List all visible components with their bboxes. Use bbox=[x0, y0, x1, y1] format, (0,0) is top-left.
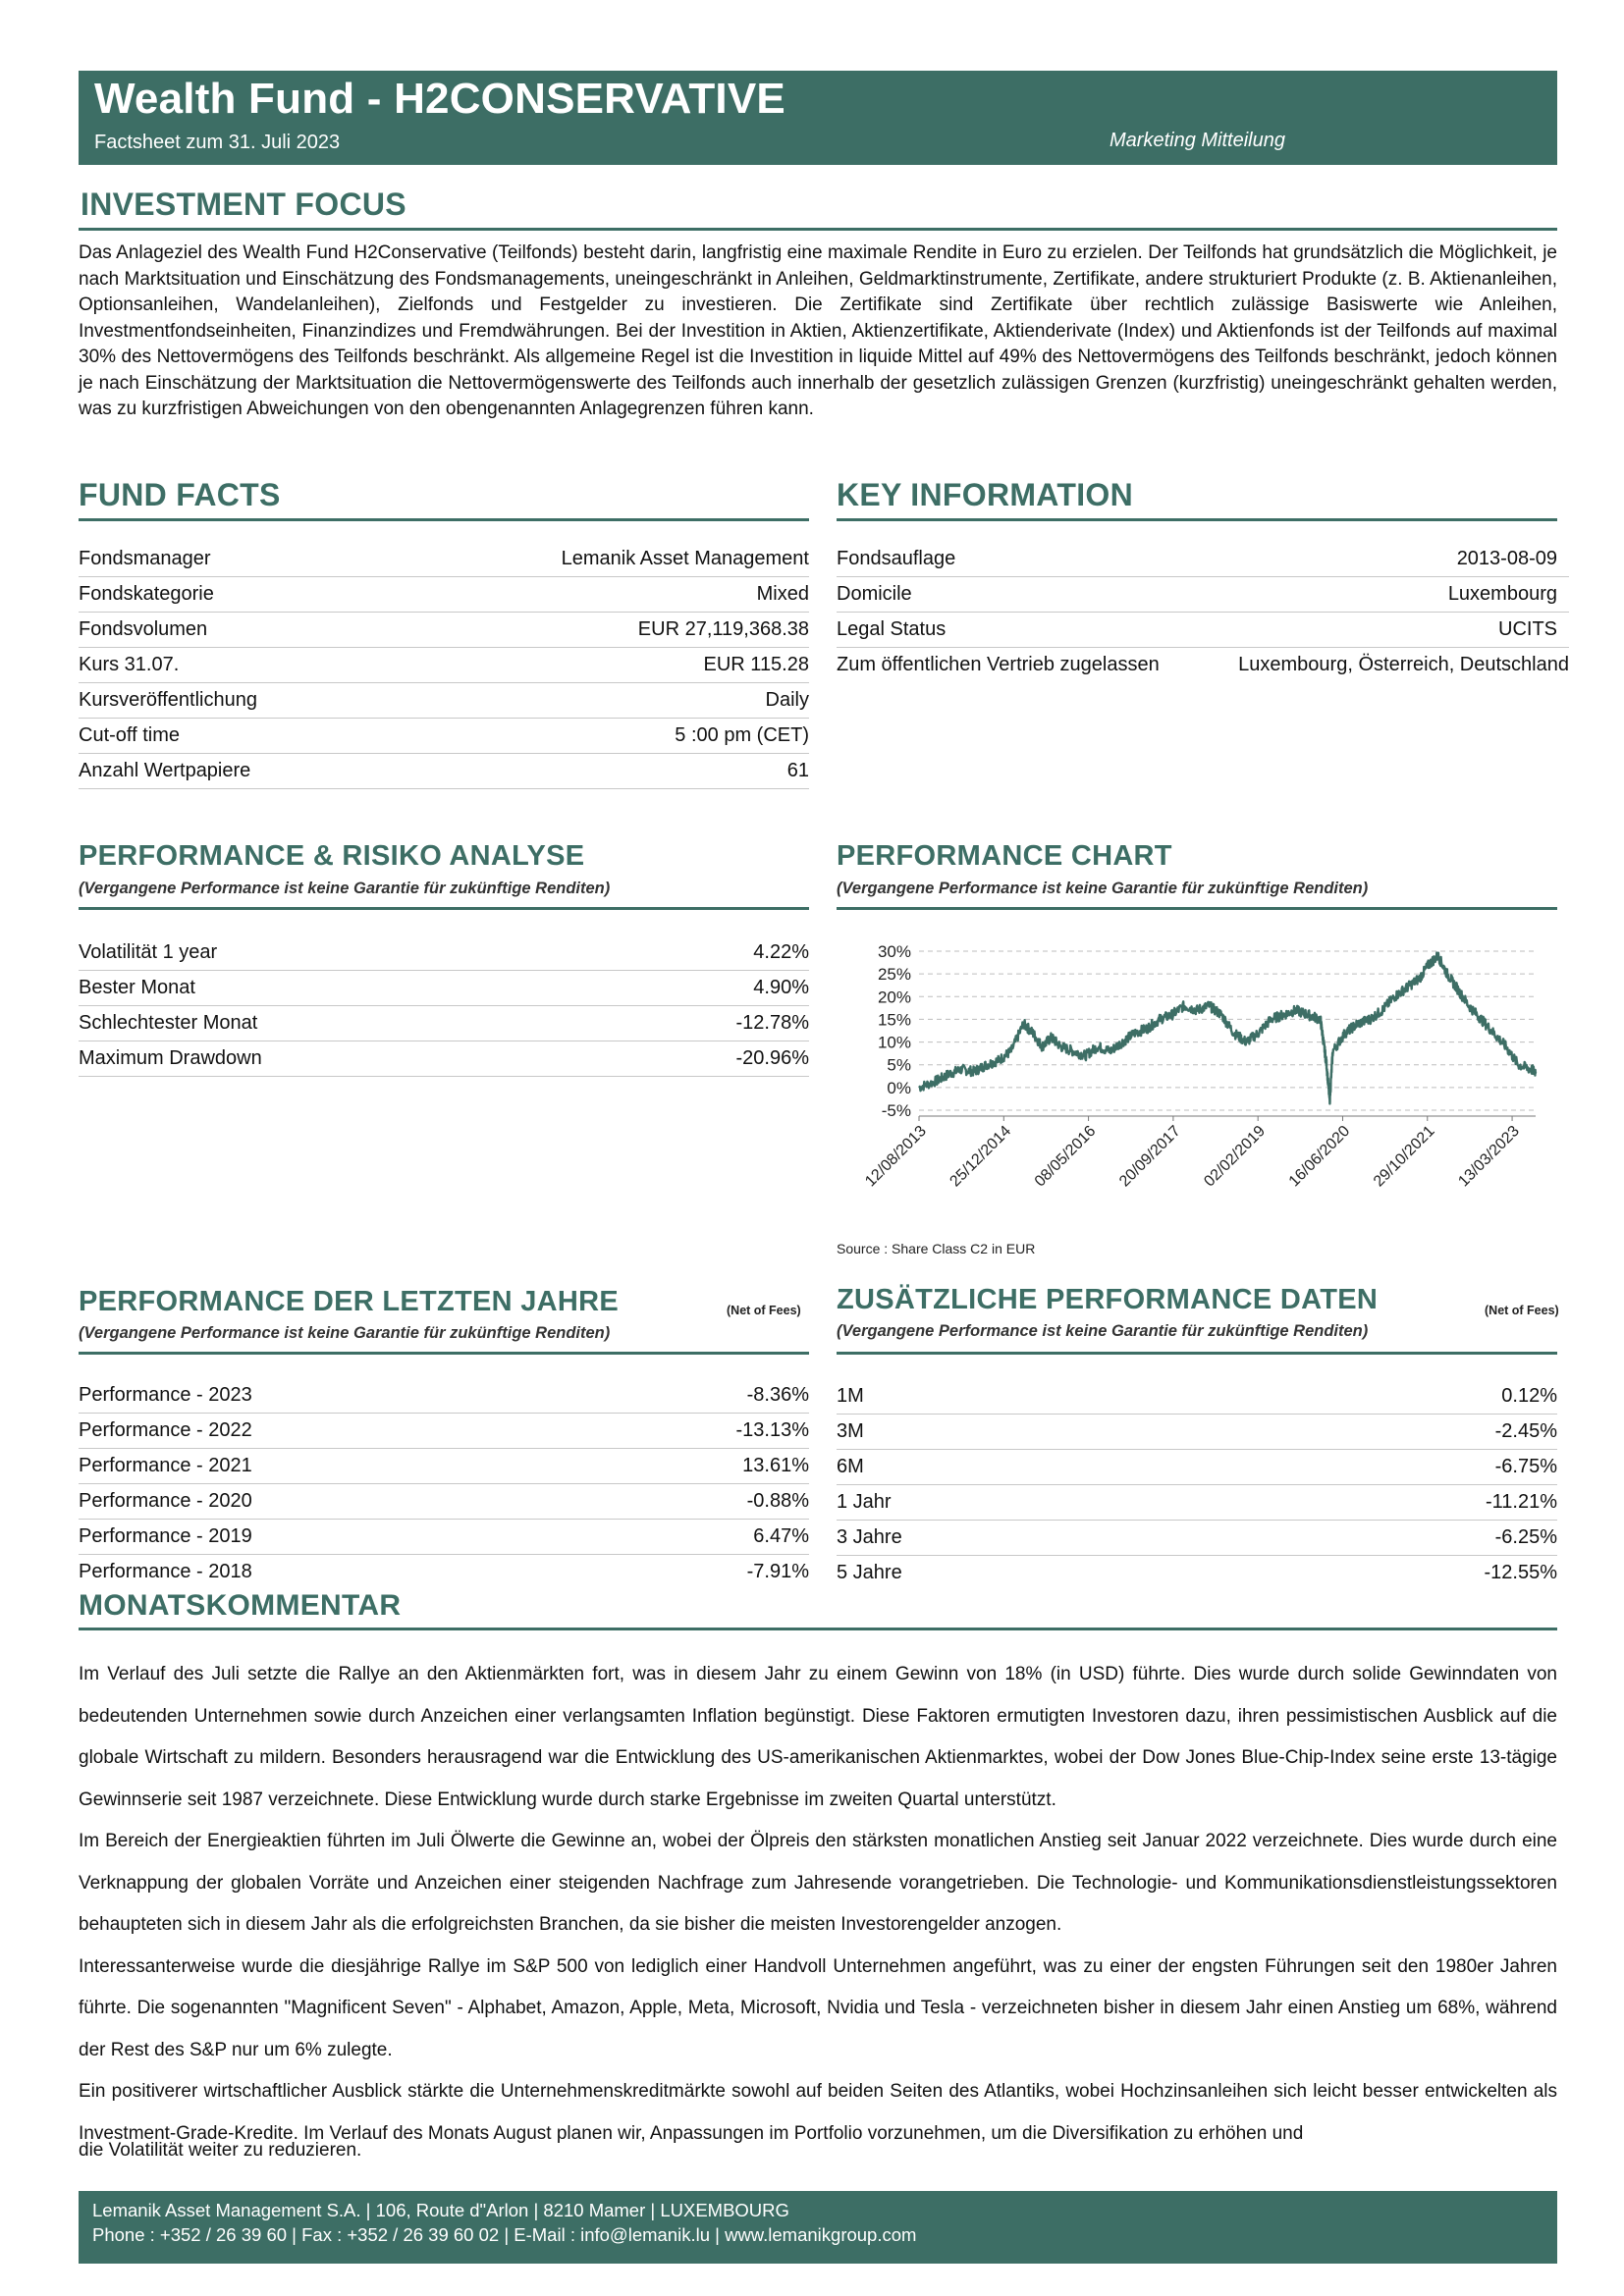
footer-address: Lemanik Asset Management S.A. | 106, Route d"Arlon | 8210 Mamer | LUXEMBOURG bbox=[92, 2200, 789, 2220]
x-tick-label: 02/02/2019 bbox=[1201, 1122, 1270, 1191]
table-row bbox=[79, 754, 809, 789]
key-information-table bbox=[837, 542, 1569, 682]
row-label: Fondsmanager bbox=[79, 548, 211, 569]
x-tick-label: 29/10/2021 bbox=[1370, 1122, 1438, 1191]
investment-focus-heading: INVESTMENT FOCUS bbox=[81, 187, 406, 222]
x-tick-label: 08/05/2016 bbox=[1031, 1122, 1100, 1191]
section-divider bbox=[79, 1628, 1557, 1630]
commentary-paragraph: Im Verlauf des Juli setzte die Rallye an den Aktienmärkten fort, was in diesem Jahr zu einem Gewinn von 18% (in USD) führte. Dies wurde durch solide Gewinndaten von bedeutenden Unternehmen sowie durch Anzeichen einer verlangsamten Inflation begünstigt. Diese Faktoren ermutigten Investoren dazu, ihren pessimistischen Ausblick auf die globale Wirtschaft zu mildern. Besonders herausragend war die Entwicklung des US-amerikanischen Aktienmarktes, wobei der Dow Jones Blue-Chip-Index seine erste 13-tägige Gewinnserie seit 1987 verzeichnete. Diese Entwicklung wurde durch starke Ergebnisse im zweiten Quartal unterstützt. bbox=[79, 1664, 1557, 1810]
section-divider bbox=[837, 907, 1557, 910]
y-tick-label: 15% bbox=[877, 1010, 911, 1030]
row-label: Fondsvolumen bbox=[79, 618, 208, 640]
table-row bbox=[79, 1449, 809, 1484]
row-value: EUR 27,119,368.38 bbox=[637, 618, 809, 640]
commentary-heading: MONATSKOMMENTAR bbox=[79, 1589, 402, 1622]
disclaimer-note: (Vergangene Performance ist keine Garantie für zukünftige Renditen) bbox=[837, 880, 1369, 897]
net-of-fees-note: (Net of Fees) bbox=[1485, 1304, 1559, 1317]
table-row bbox=[79, 971, 809, 1006]
row-label: Performance - 2022 bbox=[79, 1419, 252, 1441]
perf-years-table bbox=[79, 1378, 809, 1589]
row-value: Mixed bbox=[756, 583, 809, 605]
row-value: 5 :00 pm (CET) bbox=[675, 724, 809, 746]
table-row bbox=[79, 1041, 809, 1077]
row-label: 3 Jahre bbox=[837, 1526, 902, 1548]
section-divider bbox=[79, 1352, 809, 1355]
row-value: Daily bbox=[765, 689, 809, 711]
section-divider bbox=[837, 518, 1557, 521]
table-row bbox=[79, 719, 809, 754]
series-line bbox=[919, 953, 1536, 1104]
row-value: -11.21% bbox=[1485, 1491, 1557, 1513]
perf-years-heading: PERFORMANCE DER LETZTEN JAHRE bbox=[79, 1286, 620, 1317]
y-tick-label: 0% bbox=[887, 1078, 911, 1097]
y-tick-label: 20% bbox=[877, 988, 911, 1007]
table-row bbox=[837, 1450, 1557, 1485]
y-tick-label: 10% bbox=[877, 1033, 911, 1052]
x-tick-label: 13/03/2023 bbox=[1455, 1122, 1523, 1191]
row-label: Zum öffentlichen Vertrieb zugelassen bbox=[837, 654, 1160, 675]
row-value: 61 bbox=[786, 760, 809, 781]
x-tick-label: 16/06/2020 bbox=[1285, 1122, 1354, 1191]
header-banner bbox=[79, 71, 1557, 165]
performance-line-chart bbox=[837, 928, 1557, 1242]
table-row bbox=[79, 1555, 809, 1589]
row-value: 13.61% bbox=[742, 1455, 809, 1476]
risk-analysis-table bbox=[79, 935, 809, 1077]
row-label: Cut-off time bbox=[79, 724, 180, 746]
row-value: 2013-08-09 bbox=[1456, 548, 1557, 569]
table-row bbox=[79, 577, 809, 613]
table-row bbox=[837, 1379, 1557, 1415]
fund-title: Wealth Fund - H2CONSERVATIVE bbox=[94, 75, 785, 123]
row-label: Schlechtester Monat bbox=[79, 1012, 258, 1034]
row-label: Performance - 2018 bbox=[79, 1561, 252, 1582]
section-divider bbox=[837, 1352, 1557, 1355]
y-tick-label: 30% bbox=[877, 942, 911, 961]
disclaimer-note: (Vergangene Performance ist keine Garantie für zukünftige Renditen) bbox=[837, 1322, 1369, 1340]
commentary-body bbox=[79, 1654, 1557, 2155]
investment-focus-text: Das Anlageziel des Wealth Fund H2Conservative (Teilfonds) besteht darin, langfristig eine maximale Rendite in Euro zu erzielen. Der Teilfonds hat grundsätzlich die Möglichkeit, je nach Marktsituation und Einschätzung des Fondsmanagements, uneingeschränkt in Anleihen, Geldmarktinstrumente, Zertifikate, andere strukturiert Produkte (z. B. Aktienanleihen, Optionsanleihen, Wandelanleihen), Zielfonds und Festgelder zu investieren. Die Zertifikate sind Zertifikate über rechtlich zulässige Basiswerte wie Anleihen, Investmentfondseinheiten, Finanzindizes und Fremdwährungen. Bei der Investition in Aktien, Aktienzertifikate, Aktienderivate (Index) und Aktienfonds ist der Teilfonds auf maximal 30% des Nettovermögens des Teilfonds beschränkt. Als allgemeine Regel ist die Investition in liquide Mittel auf 49% des Nettovermögens des Teilfonds beschränkt, jedoch können je nach Einschätzung der Marktsituation die Nettovermögenswerte des Teilfonds auch innerhalb der gesetzlich zulässigen Grenzen (kurzfristig) uneingeschränkt gehalten werden, was zu kurzfristigen Abweichungen von den obengenannten Anlagegrenzen führen kann. bbox=[79, 242, 1557, 419]
section-divider bbox=[79, 907, 809, 910]
performance-chart-heading: PERFORMANCE CHART bbox=[837, 840, 1172, 872]
row-value: Luxembourg, Österreich, Deutschland bbox=[1238, 654, 1569, 675]
row-label: Domicile bbox=[837, 583, 912, 605]
row-label: Performance - 2019 bbox=[79, 1525, 252, 1547]
table-row bbox=[79, 935, 809, 971]
marketing-label: Marketing Mitteilung bbox=[1110, 130, 1285, 151]
x-tick-label: 25/12/2014 bbox=[947, 1122, 1015, 1191]
table-row bbox=[79, 1378, 809, 1414]
commentary-paragraph-end: die Volatilität weiter zu reduzieren. bbox=[79, 2140, 362, 2161]
table-row bbox=[837, 542, 1569, 577]
row-value: -8.36% bbox=[746, 1384, 809, 1406]
row-label: Fondsauflage bbox=[837, 548, 956, 569]
table-row bbox=[79, 1484, 809, 1520]
row-value: -12.55% bbox=[1484, 1562, 1557, 1583]
fund-facts-heading: FUND FACTS bbox=[79, 477, 281, 512]
table-row bbox=[837, 613, 1569, 648]
commentary-paragraph: Ein positiverer wirtschaftlicher Ausblick stärkte die Unternehmenskreditmärkte sowohl auf beiden Seiten des Atlantiks, wobei Hochzinsanleihen sich leicht besser entwickelten als Investment-Grade-Kredite. Im Verlauf des Monats August planen wir, Anpassungen im Portfolio vorzunehmen, um die Diversifikation zu erhöhen und bbox=[79, 2081, 1557, 2144]
table-row bbox=[79, 683, 809, 719]
row-value: 0.12% bbox=[1501, 1385, 1557, 1407]
row-label: 6M bbox=[837, 1456, 864, 1477]
table-row bbox=[837, 1415, 1557, 1450]
row-label: Legal Status bbox=[837, 618, 947, 640]
table-row bbox=[79, 648, 809, 683]
section-divider bbox=[79, 518, 809, 521]
perf-additional-heading: ZUSÄTZLICHE PERFORMANCE DATEN bbox=[837, 1284, 1379, 1315]
row-label: 3M bbox=[837, 1420, 864, 1442]
row-label: Performance - 2021 bbox=[79, 1455, 252, 1476]
perf-additional-table bbox=[837, 1379, 1557, 1590]
row-label: 1M bbox=[837, 1385, 864, 1407]
table-row bbox=[837, 1485, 1557, 1521]
row-value: Lemanik Asset Management bbox=[561, 548, 809, 569]
table-row bbox=[837, 577, 1569, 613]
table-row bbox=[79, 542, 809, 577]
row-label: 5 Jahre bbox=[837, 1562, 902, 1583]
table-row bbox=[837, 1556, 1557, 1590]
y-tick-label: 25% bbox=[877, 965, 911, 985]
row-value: 4.90% bbox=[753, 977, 809, 998]
chart-source: Source : Share Class C2 in EUR bbox=[837, 1241, 1036, 1256]
net-of-fees-note: (Net of Fees) bbox=[727, 1304, 801, 1317]
table-row bbox=[837, 648, 1569, 682]
row-label: Bester Monat bbox=[79, 977, 195, 998]
row-label: Performance - 2023 bbox=[79, 1384, 252, 1406]
fund-facts-table bbox=[79, 542, 809, 789]
row-label: Volatilität 1 year bbox=[79, 941, 218, 963]
key-information-heading: KEY INFORMATION bbox=[837, 477, 1133, 512]
row-value: -6.75% bbox=[1494, 1456, 1557, 1477]
x-tick-label: 12/08/2013 bbox=[862, 1122, 930, 1191]
factsheet-date: Factsheet zum 31. Juli 2023 bbox=[94, 132, 341, 153]
row-label: Fondskategorie bbox=[79, 583, 214, 605]
disclaimer-note: (Vergangene Performance ist keine Garantie für zukünftige Renditen) bbox=[79, 1324, 611, 1342]
row-value: -6.25% bbox=[1494, 1526, 1557, 1548]
row-value: -7.91% bbox=[746, 1561, 809, 1582]
footer-bar bbox=[79, 2191, 1557, 2264]
section-divider bbox=[79, 228, 1557, 231]
table-row bbox=[79, 1006, 809, 1041]
row-label: Anzahl Wertpapiere bbox=[79, 760, 251, 781]
row-label: Kursveröffentlichung bbox=[79, 689, 257, 711]
x-tick-label: 20/09/2017 bbox=[1116, 1122, 1184, 1191]
risk-analysis-heading: PERFORMANCE & RISIKO ANALYSE bbox=[79, 840, 585, 872]
commentary-paragraph: Interessanterweise wurde die diesjährige Rallye im S&P 500 von lediglich einer Handvoll Unternehmen angeführt, was zu einer der engsten Führungen seit den 1980er Jahren führte. Die sogenannten "Magnificent Seven" - Alphabet, Amazon, Apple, Meta, Microsoft, Nvidia und Tesla - verzeichneten bisher in diesem Jahr einen Anstieg um 68%, während der Rest des S&P nur um 6% zulegte. bbox=[79, 1955, 1557, 2060]
row-value: -12.78% bbox=[735, 1012, 809, 1034]
row-value: 4.22% bbox=[753, 941, 809, 963]
row-value: Luxembourg bbox=[1447, 583, 1557, 605]
row-value: -0.88% bbox=[746, 1490, 809, 1512]
y-tick-label: -5% bbox=[881, 1101, 911, 1120]
row-value: EUR 115.28 bbox=[703, 654, 809, 675]
commentary-paragraph: Im Bereich der Energieaktien führten im Juli Ölwerte die Gewinne an, wobei der Ölpreis den stärksten monatlichen Anstieg seit Januar 2022 verzeichnete. Dies wurde durch eine Verknappung der globalen Vorräte und Anzeichen einer steigenden Nachfrage zum Jahresende vorangetrieben. Die Technologie- und Kommunikationsdienstleistungssektoren behaupteten sich in diesem Jahr als die erfolgreichsten Branchen, da sie bisher die meisten Investorengelder anzogen. bbox=[79, 1831, 1557, 1935]
row-label: Maximum Drawdown bbox=[79, 1047, 262, 1069]
row-label: Performance - 2020 bbox=[79, 1490, 252, 1512]
row-value: UCITS bbox=[1498, 618, 1557, 640]
table-row bbox=[79, 613, 809, 648]
row-value: -2.45% bbox=[1494, 1420, 1557, 1442]
disclaimer-note: (Vergangene Performance ist keine Garantie für zukünftige Renditen) bbox=[79, 880, 611, 897]
table-row bbox=[79, 1520, 809, 1555]
footer-contact: Phone : +352 / 26 39 60 | Fax : +352 / 26 39 60 02 | E-Mail : info@lemanik.lu | www.lemanikgroup.com bbox=[92, 2224, 917, 2245]
table-row bbox=[79, 1414, 809, 1449]
y-tick-label: 5% bbox=[887, 1055, 911, 1075]
row-value: -20.96% bbox=[735, 1047, 809, 1069]
row-label: Kurs 31.07. bbox=[79, 654, 180, 675]
table-row bbox=[837, 1521, 1557, 1556]
row-value: -13.13% bbox=[735, 1419, 809, 1441]
row-value: 6.47% bbox=[753, 1525, 809, 1547]
row-label: 1 Jahr bbox=[837, 1491, 892, 1513]
